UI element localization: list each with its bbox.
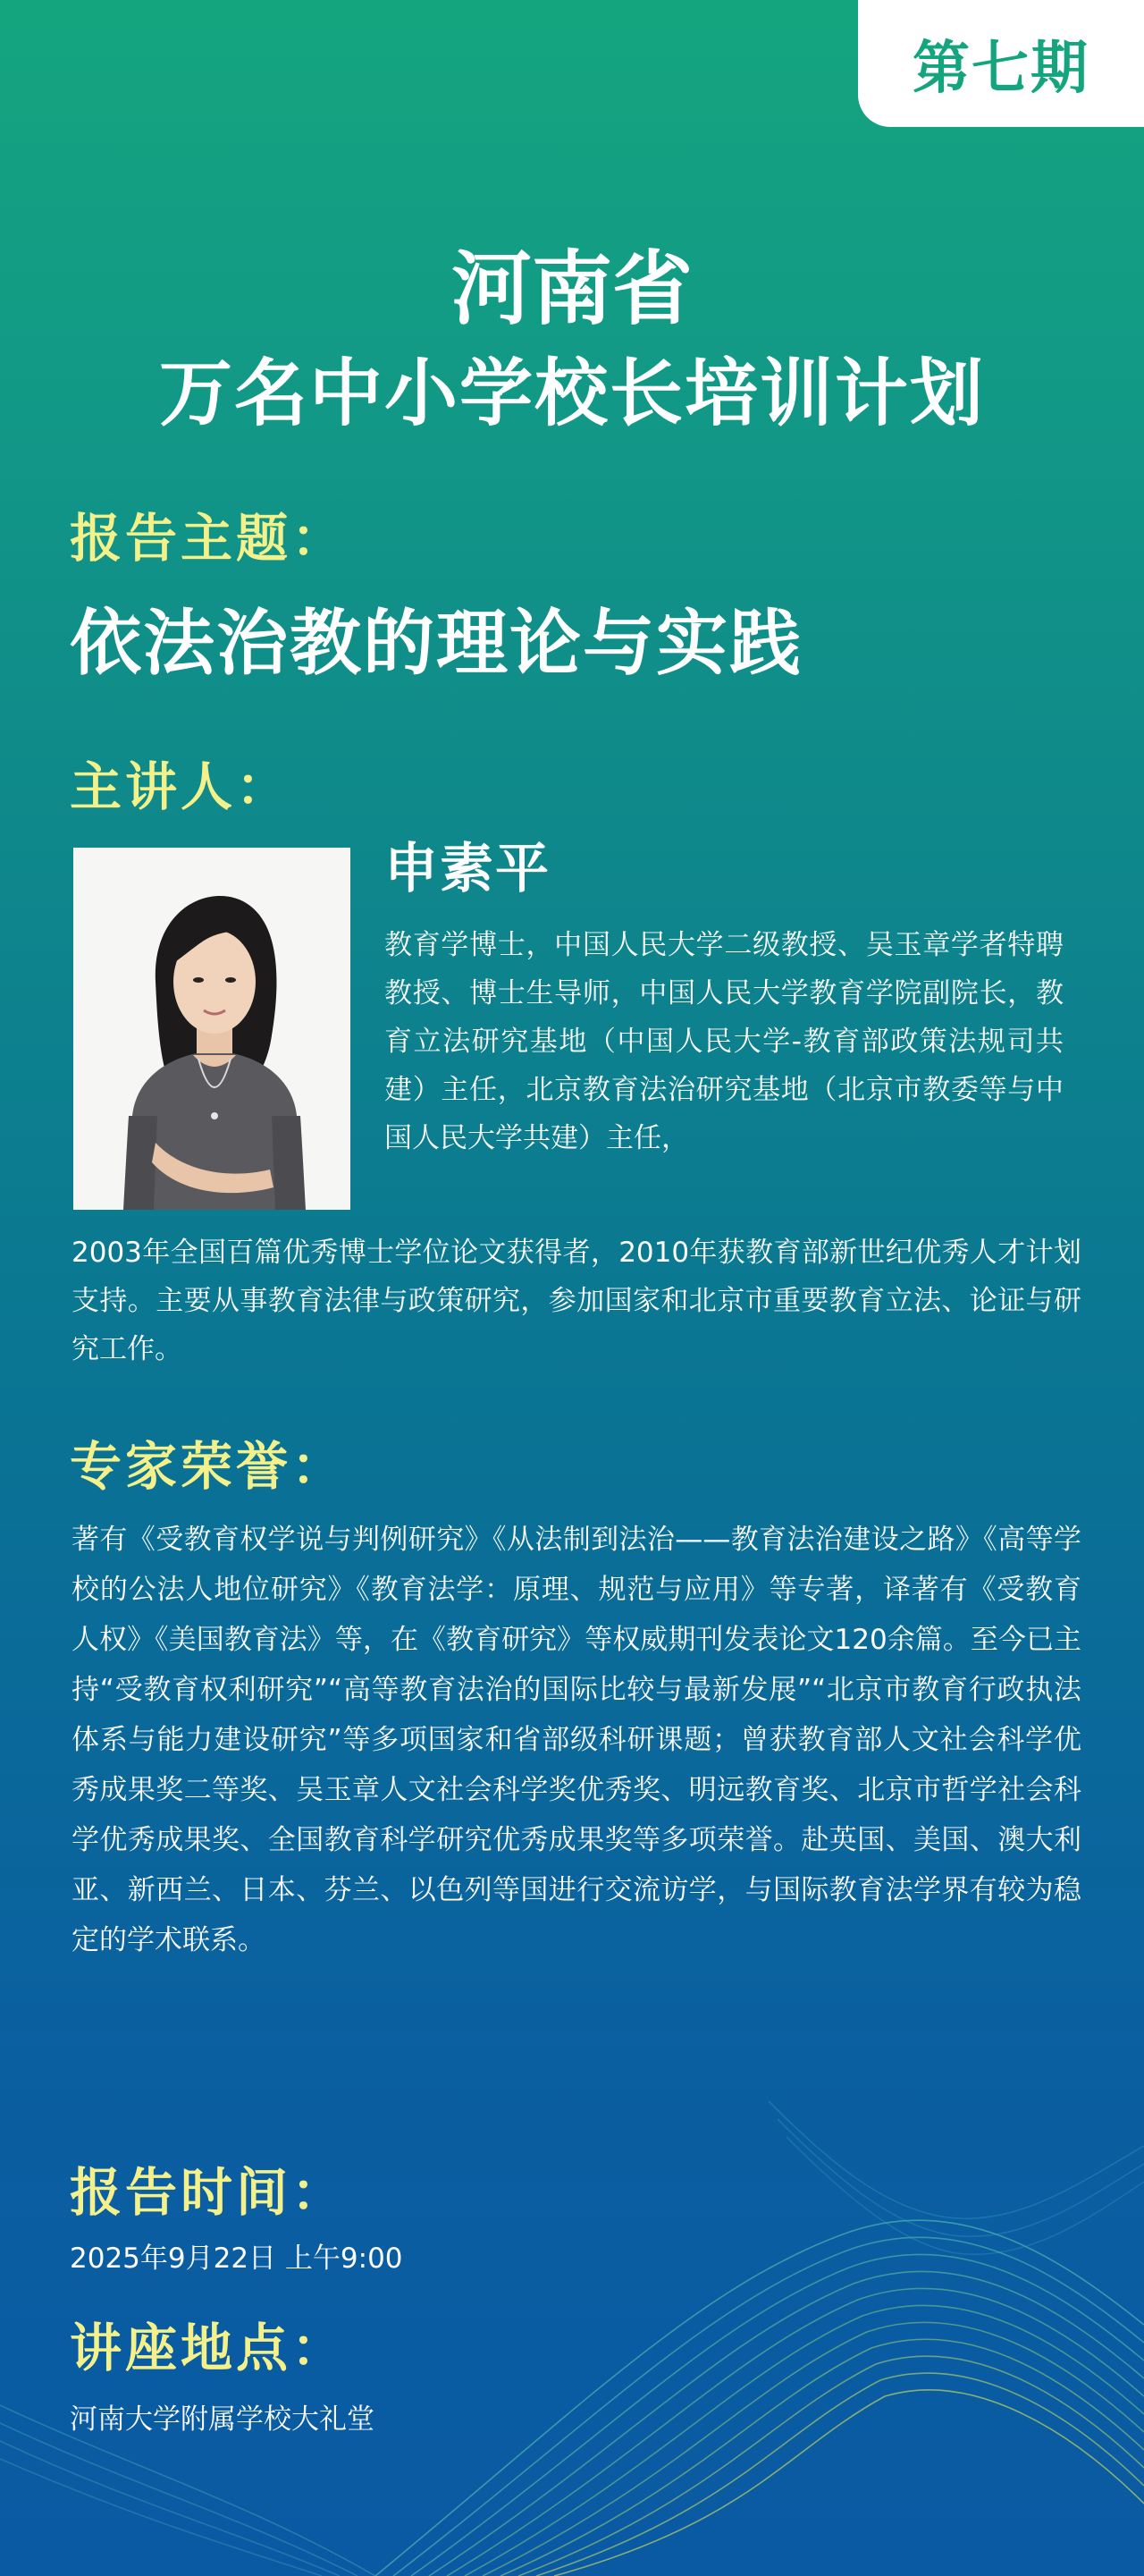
issue-badge — [858, 0, 1144, 127]
topic-label: 报告主题： — [70, 508, 348, 569]
issue-number: 第七期 — [913, 36, 1089, 102]
title-line-2: 万名中小学校长培训计划 — [158, 351, 985, 436]
speaker-name: 申素平 — [384, 838, 551, 900]
venue-value: 河南大学附属学校大礼堂 — [70, 2403, 374, 2436]
speaker-label: 主讲人： — [70, 756, 292, 817]
speaker-photo — [73, 848, 350, 1210]
topic-title: 依法治教的理论与实践 — [70, 602, 803, 685]
honors-label: 专家荣誉： — [70, 1436, 348, 1497]
time-label: 报告时间： — [70, 2162, 348, 2223]
speaker-bio-upper: 教育学博士，中国人民大学二级教授、吴玉章学者特聘教授、博士生导师，中国人民大学教育学院副院长，教育立法研究基地（中国人民大学-教育部政策法规司共建）主任，北京教育法治研究基地（北京市教委等与中国人民大学共建）主任， — [384, 929, 1064, 1154]
honors-text: 著有《受教育权学说与判例研究》《从法制到法治——教育法治建设之路》《高等学校的公法人地位研究》《教育法学：原理、规范与应用》等专著，译著有《受教育人权》《美国教育法》等，在《教育研究》等权威期刊发表论文120余篇。至今已主持“受教育权利研究”“高等教育法治的国际比较与最新发展”“北京市教育行政执法体系与能力建设研究”等多项国家和省部级科研课题；曾获教育部人文社会科学优秀成果奖二等奖、吴玉章人文社会科学奖优秀奖、明远教育奖、北京市哲学社会科学优秀成果奖、全国教育科学研究优秀成果奖等多项荣誉。赴英国、美国、澳大利亚、新西兰、日本、芬兰、以色列等国进行交流访学，与国际教育法学界有较为稳定的学术联系。 — [72, 1524, 1081, 1956]
speaker-bio-lower: 2003年全国百篇优秀博士学位论文获得者，2010年获教育部新世纪优秀人才计划支持。主要从事教育法律与政策研究，参加国家和北京市重要教育立法、论证与研究工作。 — [72, 1237, 1081, 1365]
time-value: 2025年9月22日 上午9:00 — [70, 2242, 403, 2275]
title-line-1: 河南省 — [451, 242, 693, 336]
venue-label: 讲座地点： — [70, 2318, 348, 2378]
